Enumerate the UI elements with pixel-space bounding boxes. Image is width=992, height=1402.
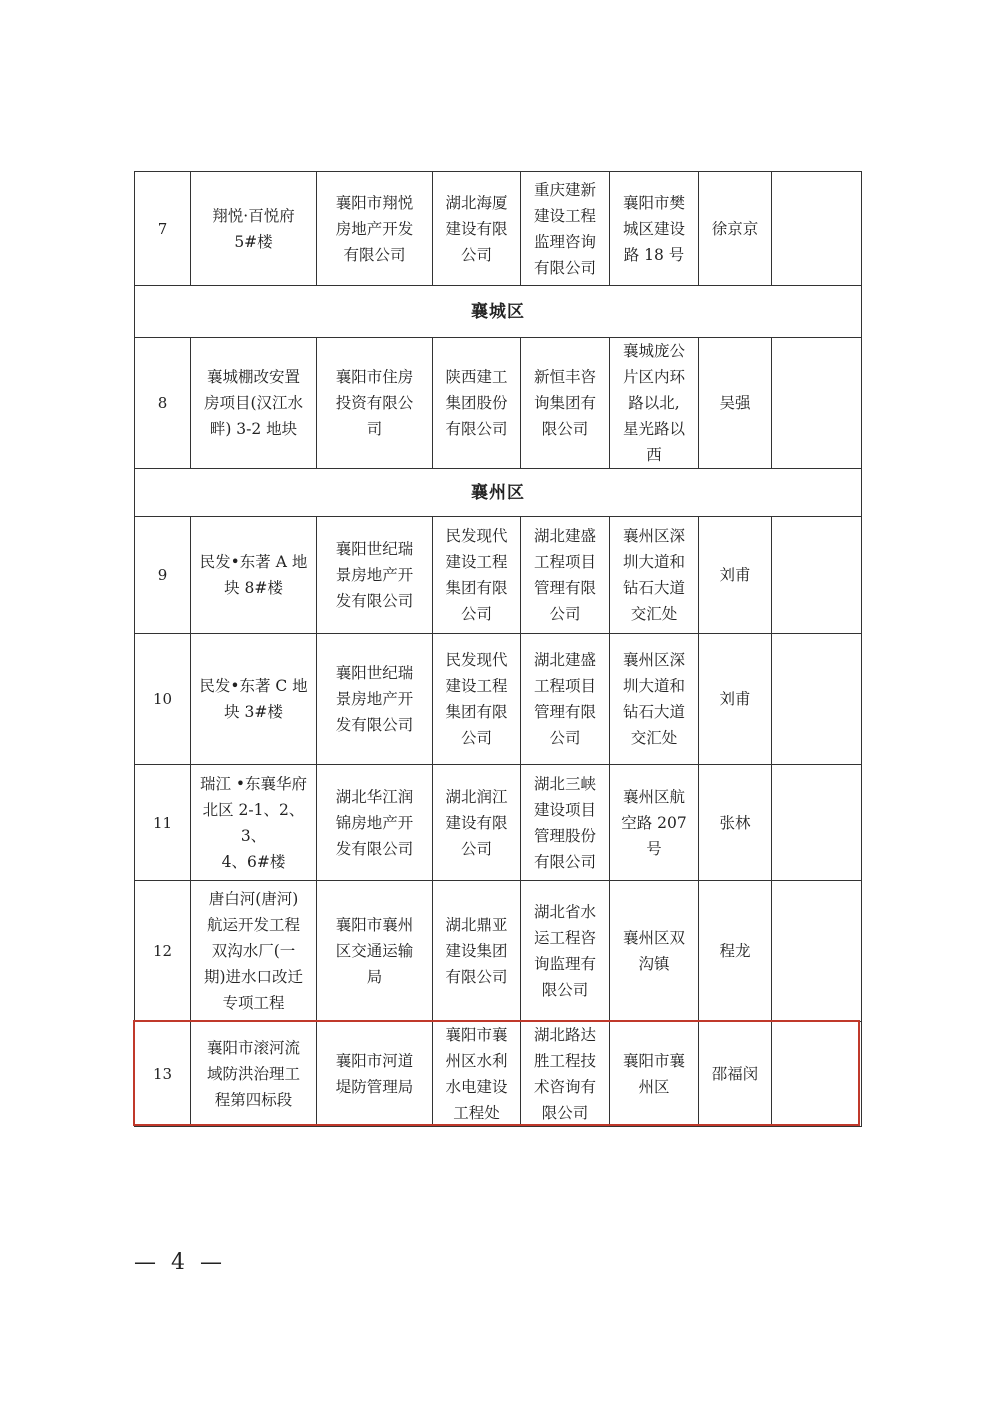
table-row xyxy=(135,172,862,286)
project-name-cell: 瑞江 •东襄华府 北区 2-1、2、3、 4、6#楼 xyxy=(191,765,317,881)
contractor-cell: 湖北润江 建设有限 公司 xyxy=(433,765,521,881)
location-cell: 襄州区双 沟镇 xyxy=(610,881,699,1022)
supervisor-cell: 湖北省水 运工程咨 询监理有 限公司 xyxy=(521,881,610,1022)
row-number-cell: 8 xyxy=(135,338,191,469)
page-number: — 4 — xyxy=(134,1250,226,1275)
remark-cell xyxy=(772,634,862,765)
contractor-cell: 民发现代 建设工程 集团有限 公司 xyxy=(433,634,521,765)
person-cell: 邵福闵 xyxy=(699,1022,772,1127)
developer-cell: 湖北华江润 锦房地产开 发有限公司 xyxy=(317,765,433,881)
developer-cell: 襄阳市河道 堤防管理局 xyxy=(317,1022,433,1127)
location-cell: 襄州区深 圳大道和 钻石大道 交汇处 xyxy=(610,517,699,634)
developer-cell: 襄阳世纪瑞 景房地产开 发有限公司 xyxy=(317,517,433,634)
location-cell: 襄阳市樊 城区建设 路 18 号 xyxy=(610,172,699,286)
contractor-cell: 陕西建工 集团股份 有限公司 xyxy=(433,338,521,469)
project-name-cell: 唐白河(唐河) 航运开发工程 双沟水厂(一 期)进水口改迁 专项工程 xyxy=(191,881,317,1022)
remark-cell xyxy=(772,338,862,469)
person-cell: 吴强 xyxy=(699,338,772,469)
person-cell: 刘甫 xyxy=(699,634,772,765)
table-row xyxy=(135,765,862,881)
row-number-cell: 7 xyxy=(135,172,191,286)
project-name-cell: 襄阳市滚河流 域防洪治理工 程第四标段 xyxy=(191,1022,317,1127)
location-cell: 襄州区航 空路 207 号 xyxy=(610,765,699,881)
table-row xyxy=(135,1022,862,1127)
row-number-cell: 13 xyxy=(135,1022,191,1127)
developer-cell: 襄阳市住房 投资有限公 司 xyxy=(317,338,433,469)
row-number-cell: 10 xyxy=(135,634,191,765)
table-row xyxy=(135,634,862,765)
developer-cell: 襄阳市襄州 区交通运输 局 xyxy=(317,881,433,1022)
table-row xyxy=(135,881,862,1022)
project-table xyxy=(134,171,862,1127)
person-cell: 程龙 xyxy=(699,881,772,1022)
person-cell: 张林 xyxy=(699,765,772,881)
location-cell: 襄阳市襄 州区 xyxy=(610,1022,699,1127)
person-cell: 徐京京 xyxy=(699,172,772,286)
supervisor-cell: 重庆建新 建设工程 监理咨询 有限公司 xyxy=(521,172,610,286)
remark-cell xyxy=(772,172,862,286)
contractor-cell: 湖北鼎亚 建设集团 有限公司 xyxy=(433,881,521,1022)
section-header-row xyxy=(135,469,862,517)
developer-cell: 襄阳市翔悦 房地产开发 有限公司 xyxy=(317,172,433,286)
contractor-cell: 襄阳市襄 州区水利 水电建设 工程处 xyxy=(433,1022,521,1127)
supervisor-cell: 新恒丰咨 询集团有 限公司 xyxy=(521,338,610,469)
remark-cell xyxy=(772,765,862,881)
developer-cell: 襄阳世纪瑞 景房地产开 发有限公司 xyxy=(317,634,433,765)
section-header-row xyxy=(135,286,862,338)
location-cell: 襄城庞公 片区内环 路以北, 星光路以 西 xyxy=(610,338,699,469)
project-name-cell: 襄城棚改安置 房项目(汉江水 畔) 3-2 地块 xyxy=(191,338,317,469)
remark-cell xyxy=(772,1022,862,1127)
project-name-cell: 民发•东著 A 地 块 8#楼 xyxy=(191,517,317,634)
section-title: 襄州区 xyxy=(135,469,862,517)
project-name-cell: 民发•东著 C 地 块 3#楼 xyxy=(191,634,317,765)
table-row xyxy=(135,338,862,469)
supervisor-cell: 湖北三峡 建设项目 管理股份 有限公司 xyxy=(521,765,610,881)
person-cell: 刘甫 xyxy=(699,517,772,634)
row-number-cell: 12 xyxy=(135,881,191,1022)
remark-cell xyxy=(772,517,862,634)
contractor-cell: 民发现代 建设工程 集团有限 公司 xyxy=(433,517,521,634)
supervisor-cell: 湖北建盛 工程项目 管理有限 公司 xyxy=(521,517,610,634)
supervisor-cell: 湖北建盛 工程项目 管理有限 公司 xyxy=(521,634,610,765)
remark-cell xyxy=(772,881,862,1022)
row-number-cell: 9 xyxy=(135,517,191,634)
table-row xyxy=(135,517,862,634)
contractor-cell: 湖北海厦 建设有限 公司 xyxy=(433,172,521,286)
location-cell: 襄州区深 圳大道和 钻石大道 交汇处 xyxy=(610,634,699,765)
section-title: 襄城区 xyxy=(135,286,862,338)
project-name-cell: 翔悦·百悦府 5#楼 xyxy=(191,172,317,286)
row-number-cell: 11 xyxy=(135,765,191,881)
supervisor-cell: 湖北路达 胜工程技 术咨询有 限公司 xyxy=(521,1022,610,1127)
